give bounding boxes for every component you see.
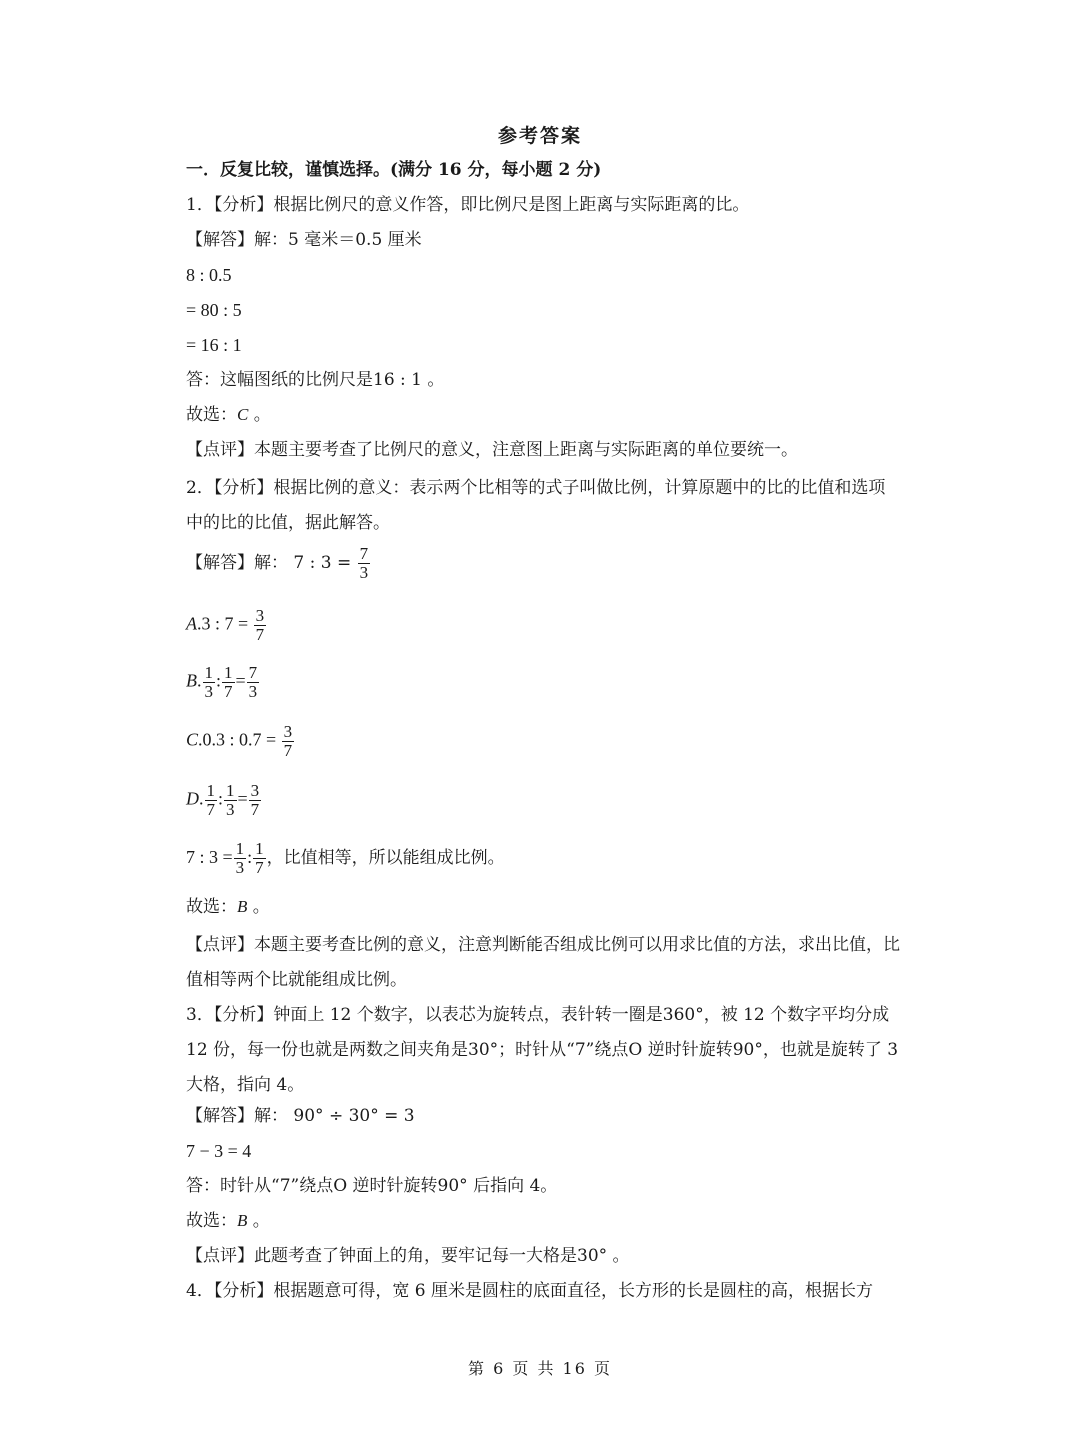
option-label: B (186, 670, 197, 691)
fraction: $\frac{1}{7}$ (206, 781, 215, 819)
q2-option-d: D. $\frac{1}{7}$ : $\frac{1}{3}$ = $\frac{3}{7}$ (186, 781, 260, 819)
choice-prefix: 故选： (186, 405, 237, 425)
q1-comment: 【点评】本题主要考查了比例尺的意义，注意图上距离与实际距离的单位要统一。 (186, 440, 798, 460)
q3-solution: 【解答】解： 90° ÷ 30° = 3 (186, 1106, 415, 1126)
q1-step: = 80 : 5 (186, 300, 242, 320)
q3-analysis: 3．【分析】钟面上 12 个数字，以表芯为旋转点，表针转一圈是360°，被 12 个数字平均分成 12 份，每一份也就是两数之间夹角是30°；时针从“7”绕点O 逆时针旋转90°，也就是旋转了 3 大格，指向 4。 (186, 1005, 899, 1095)
fraction: $\frac{1}{3}$ (235, 839, 245, 877)
option-label: A (186, 613, 197, 634)
choice-letter: B (237, 897, 248, 916)
fraction: $\frac{1}{3}$ (226, 781, 235, 819)
q1-solution: 【解答】解：5 毫米＝0.5 厘米 (186, 230, 422, 250)
fraction: $\frac{1}{3}$ (204, 663, 213, 701)
q2-choice (186, 894, 900, 920)
solution-prefix: 【解答】解： 7 : 3 = (186, 553, 352, 573)
choice-suffix: 。 (247, 1211, 270, 1231)
fraction: $\frac{1}{7}$ (224, 663, 233, 701)
q3-answer: 答：时针从“7”绕点O 逆时针旋转90° 后指向 4。 (186, 1176, 558, 1196)
q3-step: 7 − 3 = 4 (186, 1141, 252, 1161)
q1-choice (186, 402, 900, 428)
fraction: $\frac{3}{7}$ (250, 781, 260, 819)
fraction: $\frac{3}{7}$ (255, 606, 265, 644)
page-footer: 第 6 页 共 16 页 (468, 1359, 612, 1378)
q1-answer: 答：这幅图纸的比例尺是16 : 1 。 (186, 370, 445, 390)
q2-option-a: A.3 : 7 = $\frac{3}{7}$ (186, 606, 265, 644)
q2-solution (186, 545, 900, 582)
choice-letter: B (237, 1211, 248, 1230)
option-label: D (186, 788, 199, 809)
choice-suffix: 。 (248, 405, 271, 425)
choice-suffix: 。 (247, 897, 270, 917)
q2-option-b: B. $\frac{1}{3}$ : $\frac{1}{7}$ = $\frac{7}{3}$ (186, 663, 258, 701)
q1-step: 8 : 0.5 (186, 265, 232, 285)
q3-comment: 【点评】此题考查了钟面上的角，要牢记每一大格是30° 。 (186, 1246, 630, 1266)
fraction: $\frac{7}{3}$ (359, 544, 369, 582)
q2-conclusion: 7 : 3 = $\frac{1}{3}$ : $\frac{1}{7}$ ，比值相等，所以能组成比例。 (186, 839, 505, 877)
q2-comment: 【点评】本题主要考查比例的意义，注意判断能否组成比例可以用求比值的方法，求出比值，比值相等两个比就能组成比例。 (186, 935, 900, 990)
fraction: $\frac{1}{7}$ (255, 839, 264, 877)
q2-analysis: 2．【分析】根据比例的意义：表示两个比相等的式子叫做比例，计算原题中的比的比值和选项中的比的比值，据此解答。 (186, 478, 886, 533)
choice-prefix: 故选： (186, 897, 237, 917)
fraction: $\frac{7}{3}$ (248, 663, 258, 701)
option-label: C (186, 729, 199, 750)
q2-option-c: C.0.3 : 0.7 = $\frac{3}{7}$ (186, 722, 293, 760)
q1-analysis: 1．【分析】根据比例尺的意义作答，即比例尺是图上距离与实际距离的比。 (186, 195, 750, 215)
choice-letter: C (237, 405, 249, 424)
q1-step: = 16 : 1 (186, 335, 242, 355)
q4-analysis: 4．【分析】根据题意可得，宽 6 厘米是圆柱的底面直径，长方形的长是圆柱的高，根据长方 (186, 1281, 873, 1301)
section-heading: 一．反复比较，谨慎选择。(满分 16 分，每小题 2 分) (186, 160, 602, 180)
page-title: 参考答案 (497, 125, 582, 147)
fraction: $\frac{3}{7}$ (283, 722, 293, 760)
q3-choice (186, 1208, 900, 1234)
choice-prefix: 故选： (186, 1211, 237, 1231)
